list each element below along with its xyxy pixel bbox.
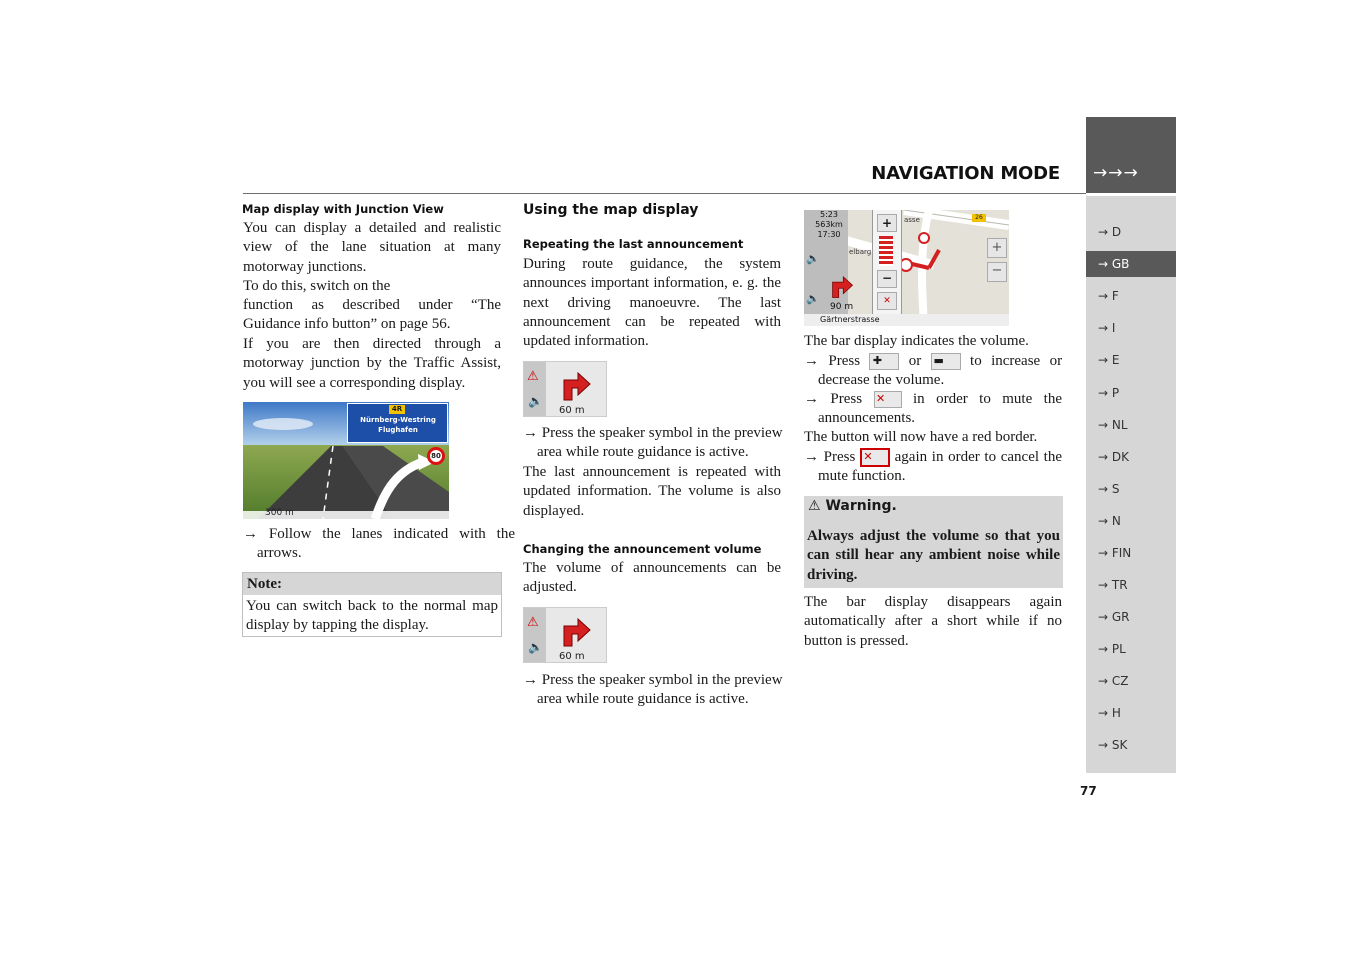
map-screen-image [804,210,1009,326]
paragraph: function as described under “The Guidance info button” on page 56. [243,297,501,333]
page-number: 77 [1080,784,1097,798]
zoom-out-button[interactable]: − [987,262,1007,282]
paragraph: The volume of announcements can be adjusted. [523,560,781,596]
paragraph: During route guidance, the system announces important information, e. g. the next driving manoeuvre. The last announcement can be repeated with updated information. [523,256,781,350]
language-index [1086,196,1176,773]
note-box [242,572,502,637]
header-rule [243,193,1086,194]
instruction-step [804,448,1062,487]
lang-tab-h[interactable]: → H [1098,706,1121,720]
trip-info [808,210,850,240]
step-text: again in order to cancel the mute function. [818,449,1063,485]
chapter-arrows: →→→ [1093,163,1139,183]
distance-label: 300 m [265,508,294,518]
paragraph: The bar display indicates the volume. [804,333,1029,349]
zoom-in-button[interactable]: + [987,238,1007,258]
lang-tab-s[interactable]: → S [1098,482,1120,496]
exit-badge: 4R [389,405,405,414]
speed-limit-sign: 80 [427,447,445,465]
paragraph: To do this, switch on the [243,278,391,294]
road-label: asse [904,216,920,224]
plus-button-icon: ✚ [869,353,899,370]
step-text: in order to mute the announcements. [818,391,1063,427]
road-label: elbarg [849,248,872,256]
warning-title: Warning. [825,498,897,514]
arrival-time: 5:23 [820,210,838,219]
mute-button-icon: ✕ [874,391,902,408]
subheading-change-volume: Changing the announcement volume [523,542,762,556]
note-text: You can switch back to the normal map display by tapping the display. [246,598,498,634]
turn-right-arrow-icon [558,614,592,648]
paragraph: The bar display disappears again automatically after a short while if no button is pressed. [804,594,1062,649]
warning-heading [808,498,897,514]
highway-sign [347,403,448,443]
road-badge: 26 [972,214,986,222]
clock-time: 17:30 [817,230,841,239]
warning-text: Always adjust the volume so that you can still hear any ambient noise while driving. [807,528,1060,583]
street-name: Gärtnerstrasse [820,315,880,324]
lang-tab-n[interactable]: → N [1098,514,1121,528]
lang-tab-cz[interactable]: → CZ [1098,674,1129,688]
turn-distance: 90 m [830,302,854,312]
lang-tab-gb[interactable]: → GB [1086,251,1176,277]
instruction-step: → Press the speaker symbol in the preview area while route guidance is active. [523,425,783,461]
volume-bar [879,236,893,266]
instruction-step [804,352,1062,391]
speaker-icon[interactable]: 🔈 [806,293,820,305]
paragraph: If you are then directed through a motorway junction by the Traffic Assist, you will see a corresponding display. [243,336,501,391]
lang-tab-f[interactable]: → F [1098,289,1119,303]
warning-icon: ⚠ [527,614,539,629]
preview-distance: 60 m [559,651,585,662]
preview-area-image [523,361,607,417]
instruction-step [804,390,1062,429]
preview-distance: 60 m [559,405,585,416]
minus-button-icon: ▬ [931,353,961,370]
lang-tab-p[interactable]: → P [1098,386,1120,400]
junction-view-image [243,402,449,519]
instruction-step: → Follow the lanes indicated with the arrows. [243,526,515,562]
paragraph: The button will now have a red border. [804,429,1038,445]
volume-plus-button[interactable]: + [877,214,897,232]
lang-tab-tr[interactable]: → TR [1098,578,1128,592]
speaker-icon[interactable]: 🔈 [528,640,543,654]
lang-tab-fin[interactable]: → FIN [1098,546,1132,560]
total-distance: 563km [815,220,843,229]
paragraph: The last announcement is repeated with updated information. The volume is also displayed. [523,464,781,519]
lang-tab-d[interactable]: → D [1098,225,1122,239]
step-text: → Press [804,449,856,465]
page-title: NAVIGATION MODE [871,163,1060,184]
sign-line: Flughafen [378,426,418,434]
lang-tab-gr[interactable]: → GR [1098,610,1130,624]
lang-tab-sk[interactable]: → SK [1098,738,1128,752]
preview-area-image [523,607,607,663]
turn-right-arrow-icon [828,272,854,300]
note-title: Note: [243,573,501,595]
volume-minus-button[interactable]: − [877,270,897,288]
mute-button-red-border-icon: ✕ [860,448,890,467]
warning-icon: ⚠ [527,368,539,383]
section-heading-map-display: Using the map display [523,202,699,218]
lang-tab-i[interactable]: → I [1098,321,1116,335]
lang-tab-e[interactable]: → E [1098,353,1120,367]
paragraph: You can display a detailed and realistic view of the lane situation at many motorway junctions. [243,220,501,275]
warning-triangle-icon: ⚠ [808,498,821,514]
subheading-repeat-announcement: Repeating the last announcement [523,237,744,251]
warning-box [804,496,1063,588]
speaker-icon[interactable]: 🔈 [528,394,543,408]
lang-tab-pl[interactable]: → PL [1098,642,1126,656]
turn-right-arrow-icon [558,368,592,402]
speaker-icon[interactable]: 🔈 [806,253,820,265]
step-text: or [908,353,922,369]
step-text: → Press [804,391,863,407]
sign-line: Nürnberg-Westring [360,416,436,424]
lang-tab-nl[interactable]: → NL [1098,418,1128,432]
step-text: → Press [804,353,861,369]
mute-button[interactable]: ✕ [877,292,897,310]
volume-panel [872,210,902,314]
step-text: to increase or decrease the volume. [818,353,1063,389]
lang-tab-dk[interactable]: → DK [1098,450,1129,464]
instruction-step: → Press the speaker symbol in the preview area while route guidance is active. [523,672,783,708]
section-heading-junction-view: Map display with Junction View [242,202,444,216]
